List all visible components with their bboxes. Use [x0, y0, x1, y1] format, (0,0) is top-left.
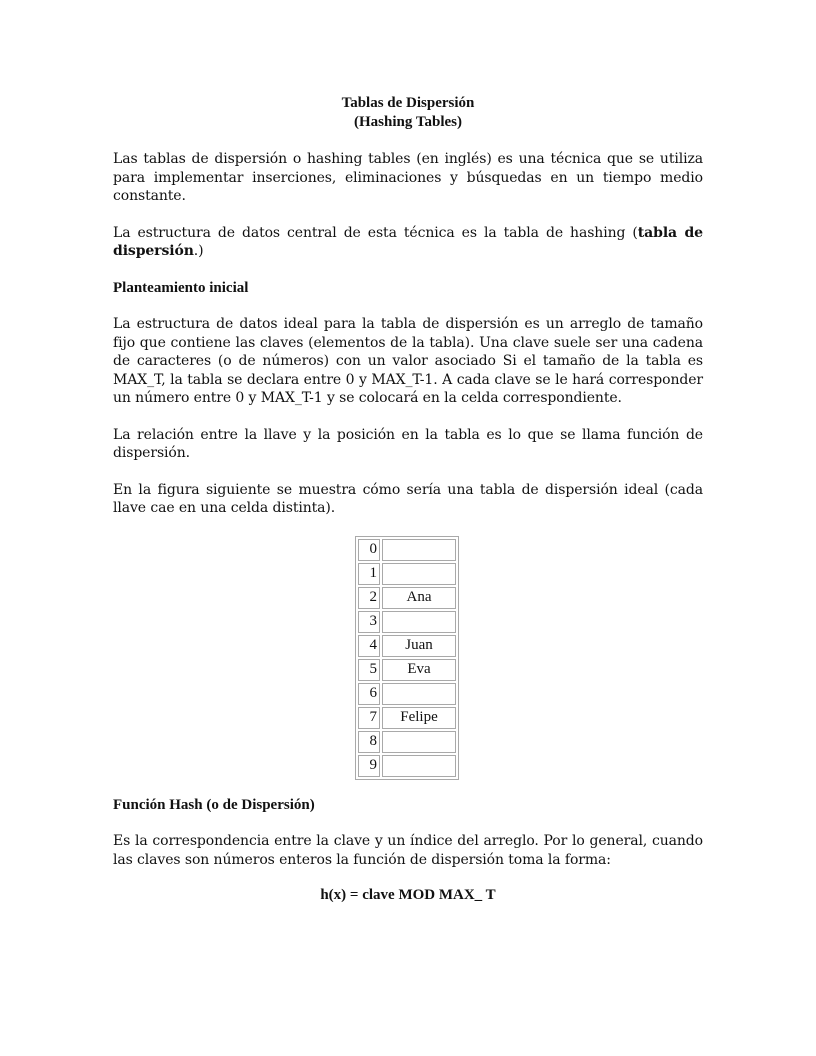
hash-value-cell [382, 755, 456, 777]
hash-index-cell: 0 [358, 539, 380, 561]
figure-intro-paragraph: En la figura siguiente se muestra cómo sería una tabla de dispersión ideal (cada llave cae en una celda distinta). [113, 481, 703, 516]
section-heading-funcion-hash: Función Hash (o de Dispersión) [113, 796, 315, 813]
hash-table-row [358, 611, 456, 633]
hash-table-row [358, 539, 456, 561]
hash-value-cell [382, 563, 456, 585]
structure-text-bold: tabla de dispersión [113, 224, 703, 259]
hash-table-row [358, 683, 456, 705]
hash-table-row [358, 587, 456, 609]
hash-index-cell: 7 [358, 707, 380, 729]
hash-table [355, 536, 459, 780]
hash-index-cell: 3 [358, 611, 380, 633]
hash-table-row [358, 731, 456, 753]
hash-table-figure [113, 536, 703, 780]
document-page [113, 94, 703, 904]
structure-paragraph [113, 224, 703, 261]
structure-text-post: .) [193, 243, 204, 259]
hash-index-cell: 5 [358, 659, 380, 681]
hash-table-row [358, 755, 456, 777]
hash-table-row [358, 707, 456, 729]
ideal-structure-paragraph: La estructura de datos ideal para la tabla de dispersión es un arreglo de tamaño fijo que contiene las claves (elementos de la tabla). Una clave suele ser una cadena de caracteres (o de números) con un valor asociado Si el tamaño de la tabla es MAX_T, la tabla se declara entre 0 y MAX_T-1. A cada clave se le hará corresponder un número entre 0 y MAX_T-1 y se colocará en la celda correspondiente. [113, 316, 703, 406]
section-heading-planteamiento: Planteamiento inicial [113, 279, 249, 296]
hash-value-cell [382, 731, 456, 753]
hash-value-cell [382, 683, 456, 705]
hash-description-paragraph: Es la correspondencia entre la clave y un índice del arreglo. Por lo general, cuando las claves son números enteros la función de dispersión toma la forma: [113, 833, 703, 868]
document-title [113, 94, 703, 132]
structure-text-pre: La estructura de datos central de esta técnica es la tabla de hashing ( [113, 224, 638, 241]
hash-index-cell: 8 [358, 731, 380, 753]
hash-table-row [358, 659, 456, 681]
hash-value-cell [382, 539, 456, 561]
hash-value-cell [382, 611, 456, 633]
hash-value-cell: Ana [382, 587, 456, 609]
relation-paragraph: La relación entre la llave y la posición en la tabla es lo que se llama función de dispersión. [113, 426, 703, 461]
intro-paragraph: Las tablas de dispersión o hashing tables (en inglés) es una técnica que se utiliza para implementar inserciones, eliminaciones y búsquedas en un tiempo medio constante. [113, 151, 703, 204]
hash-value-cell: Felipe [382, 707, 456, 729]
hash-index-cell: 9 [358, 755, 380, 777]
hash-index-cell: 2 [358, 587, 380, 609]
title-line-1: Tablas de Dispersión [341, 95, 475, 111]
hash-table-row [358, 563, 456, 585]
hash-value-cell: Juan [382, 635, 456, 657]
hash-table-row [358, 635, 456, 657]
hash-index-cell: 4 [358, 635, 380, 657]
hash-value-cell: Eva [382, 659, 456, 681]
hash-index-cell: 6 [358, 683, 380, 705]
title-line-2: (Hashing Tables) [354, 114, 462, 130]
hash-index-cell: 1 [358, 563, 380, 585]
hash-formula: h(x) = clave MOD MAX_ T [320, 887, 496, 903]
